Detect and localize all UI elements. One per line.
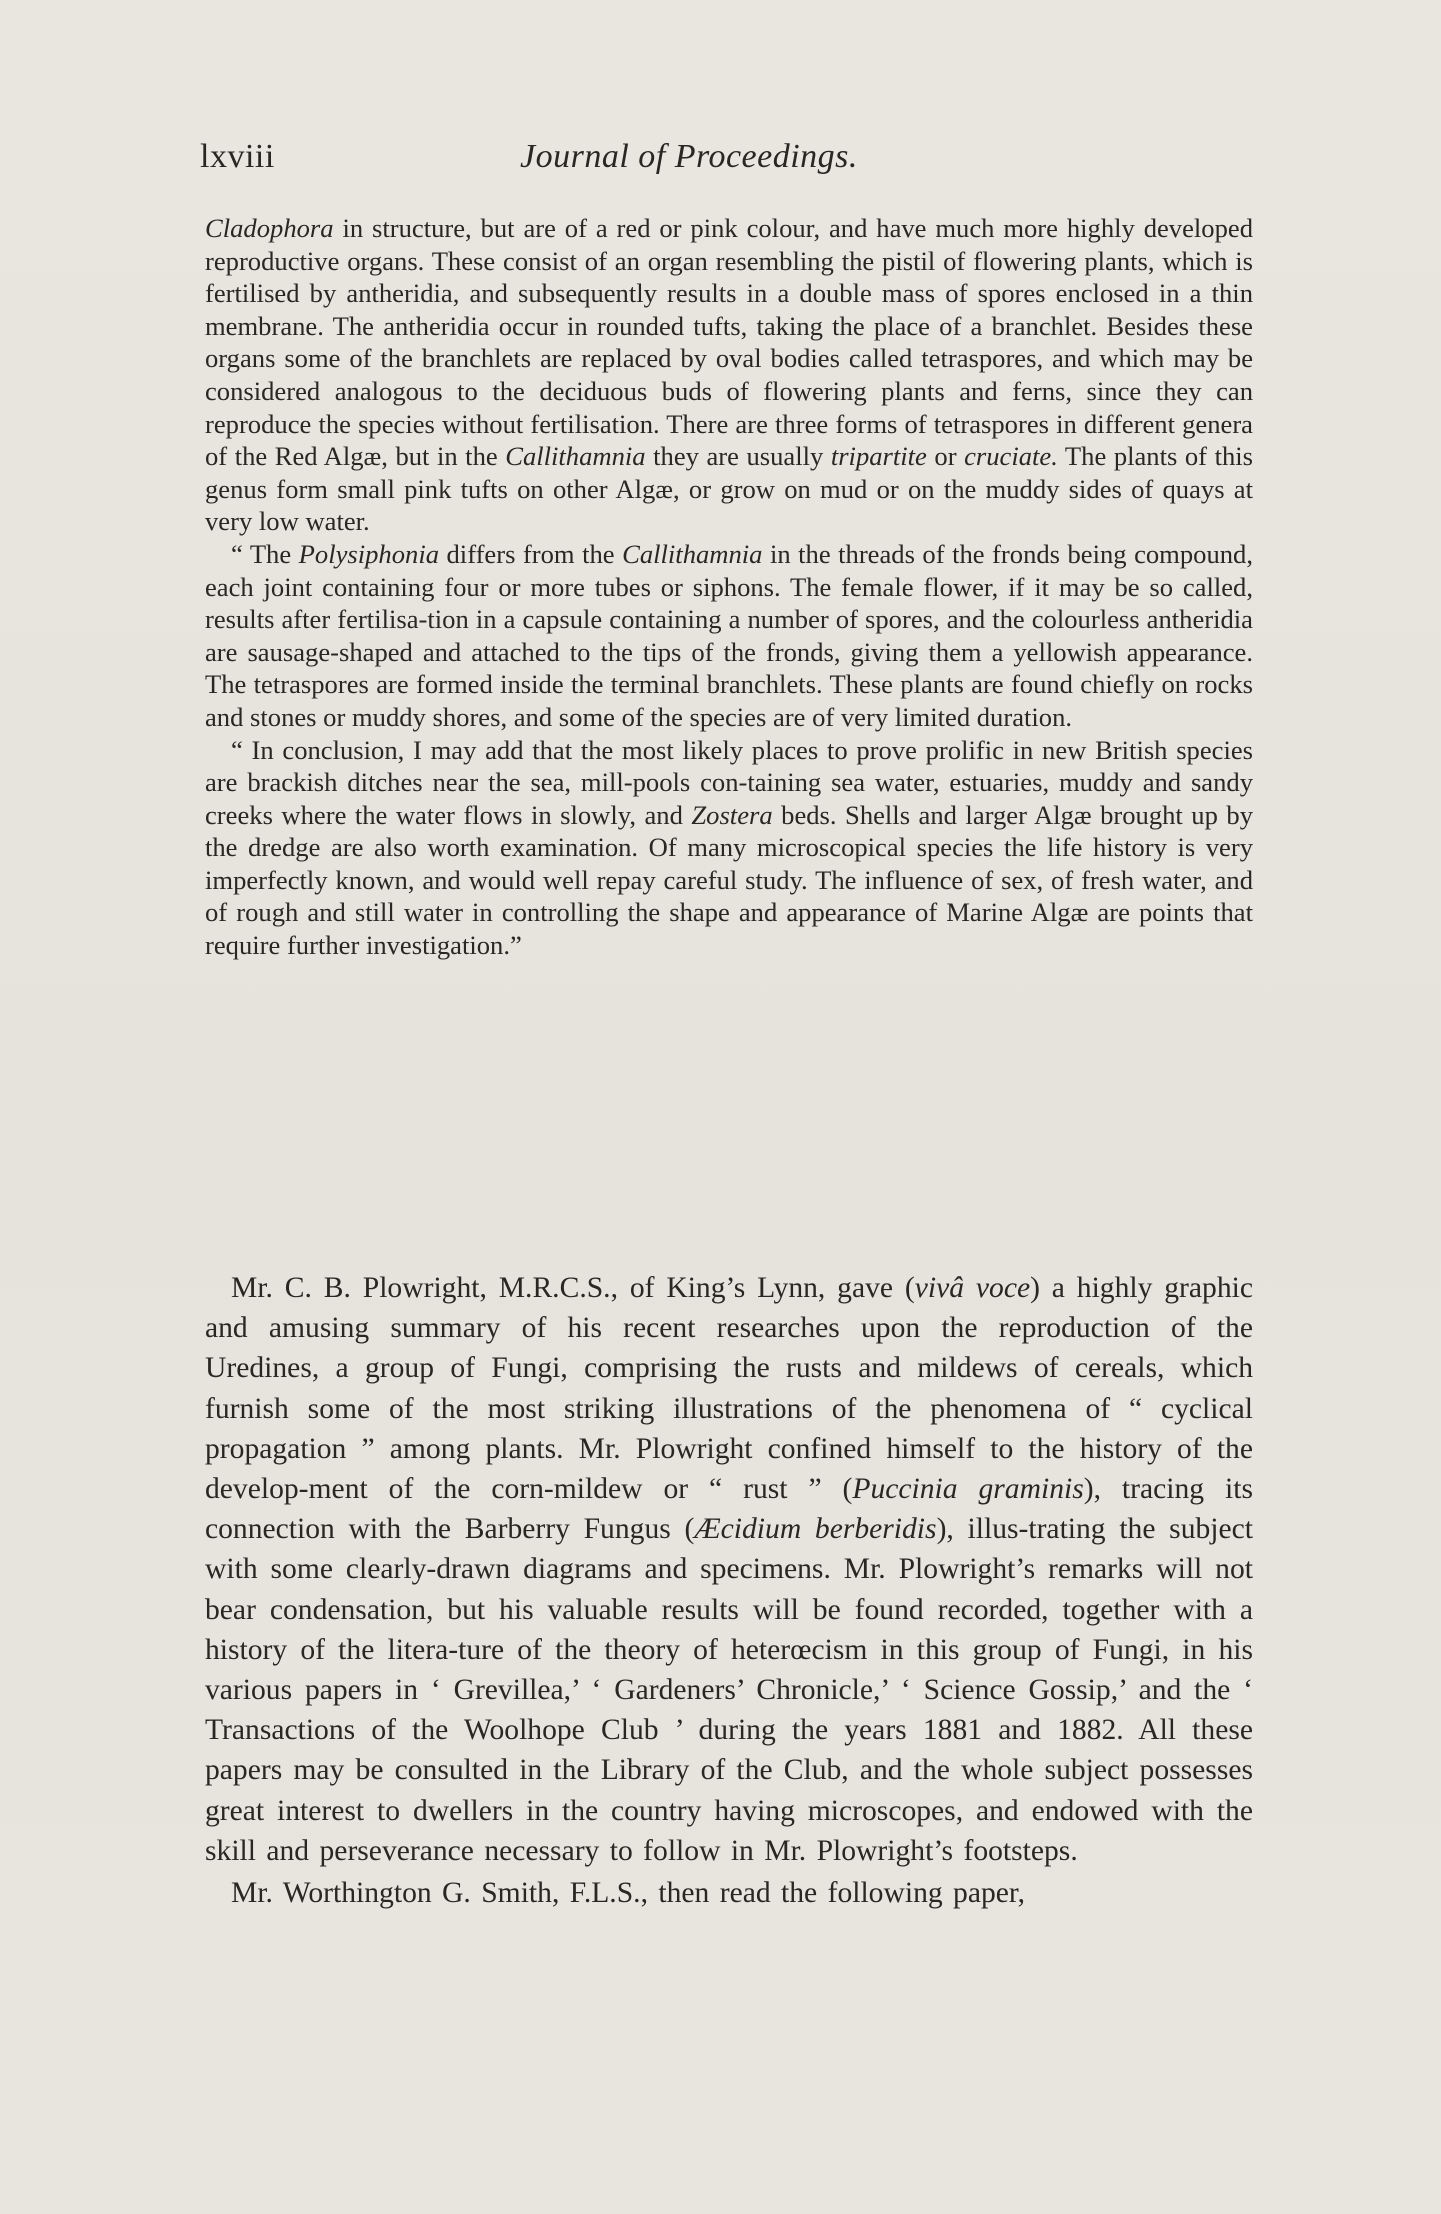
italic-term: Callithamnia: [505, 441, 646, 472]
paragraph-worthington-smith: [205, 1873, 1253, 1913]
quoted-text-block: [205, 212, 1253, 962]
text-run: ) a highly graphic and amusing summary of his recent researches upon the reproduction of the Uredines, a group of Fungi, comprising the rusts and mildews of cereals, which furnish some of the most striking illustrations of the phenomena of “ cyclical propagation ” among plants. Mr. Plowright confined himself to the history of the develop-ment of the corn-mildew or “ rust ” (: [205, 1272, 1253, 1506]
italic-term: Callithamnia: [622, 538, 763, 569]
italic-term: Polysiphonia: [298, 538, 440, 569]
paragraph-plowright: [205, 1268, 1253, 1871]
running-title: Journal of Proceedings.: [520, 138, 858, 175]
paragraph-polysiphonia: [205, 538, 1253, 734]
italic-term: tripartite: [830, 441, 927, 472]
paragraph-algae-reproduction: [205, 212, 1253, 538]
text-run: The plants of this genus form small pink tufts on other Algæ, or grow on mud or on the muddy sides of quays at very low water.: [205, 441, 1253, 537]
paragraph-conclusion: [205, 734, 1253, 962]
text-run: or: [926, 441, 965, 472]
text-run: differs from the: [439, 538, 623, 569]
italic-term: Æcidium berberidis: [694, 1513, 937, 1546]
text-run: beds. Shells and larger Algæ brought up by the dredge are also worth examination. Of many microscopical species the life history is very imperfectly known, and would well repay careful study. The influence of sex, of fresh water, and of rough and still water in controlling the shape and appearance of Marine Algæ are points that require further investigation.”: [205, 799, 1253, 961]
text-run: ), illus-trating the subject with some clearly-drawn diagrams and specimens. Mr. Plowright’s remarks will not bear condensation, but his valuable results will be found recorded, together with a history of the litera-ture of the theory of heterœcism in this group of Fungi, in his various papers in ‘ Grevillea,’ ‘ Gardeners’ Chronicle,’ ‘ Science Gossip,’ and the ‘ Transactions of the Woolhope Club ’ during the years 1881 and 1882. All these papers may be consulted in the Library of the Club, and the whole subject possesses great interest to dwellers in the country having microscopes, and endowed with the skill and perseverance necessary to follow in Mr. Plowright’s footsteps.: [205, 1513, 1254, 1867]
italic-term: Puccinia graminis: [852, 1473, 1084, 1506]
text-run: Mr. C. B. Plowright, M.R.C.S., of King’s Lynn, gave (: [231, 1272, 915, 1304]
main-text-block: [205, 1268, 1253, 1913]
page-number: lxviii: [200, 138, 275, 175]
italic-term: Cladophora: [205, 213, 334, 243]
italic-term: Zostera: [691, 799, 773, 830]
text-run: they are usually: [645, 441, 831, 472]
text-run: “ In conclusion, I may add that the most likely places to prove prolific in new British species are brackish ditches near the sea, mill-pools con-taining sea water, estuaries, muddy and sandy creeks where the water flows in slowly, and: [205, 734, 1253, 830]
italic-term: vivâ voce: [914, 1272, 1031, 1304]
text-run: in structure, but are of a red or pink colour, and have much more highly developed reproductive organs. These consist of an organ resembling the pistil of flowering plants, which is fertilised by antheridia, and subsequently results in a double mass of spores enclosed in a thin membrane. The antheridia occur in rounded tufts, taking the place of a branchlet. Besides these organs some of the branchlets are replaced by oval bodies called tetraspores, and which may be considered analogous to the deciduous buds of flowering plants and ferns, since they can reproduce the species without fertilisation. There are three forms of tetraspores in different genera of the Red Algæ, but in the: [205, 213, 1253, 472]
text-run: Mr. Worthington G. Smith, F.L.S., then read the following paper,: [231, 1877, 1025, 1910]
text-run: in the threads of the fronds being compound, each joint containing four or more tubes or siphons. The female flower, if it may be so called, results after fertilisa-tion in a capsule containing a number of spores, and the colourless antheridia are sausage-shaped and attached to the tips of the fronds, giving them a yellowish appearance. The tetraspores are formed inside the terminal branchlets. These plants are found chiefly on rocks and stones or muddy shores, and some of the species are of very limited duration.: [205, 538, 1253, 732]
italic-term: cruciate.: [964, 441, 1058, 472]
text-run: “ The: [231, 538, 299, 569]
text-run: ), tracing its connection with the Barberry Fungus (: [205, 1473, 1253, 1546]
page-header: [200, 138, 1255, 188]
